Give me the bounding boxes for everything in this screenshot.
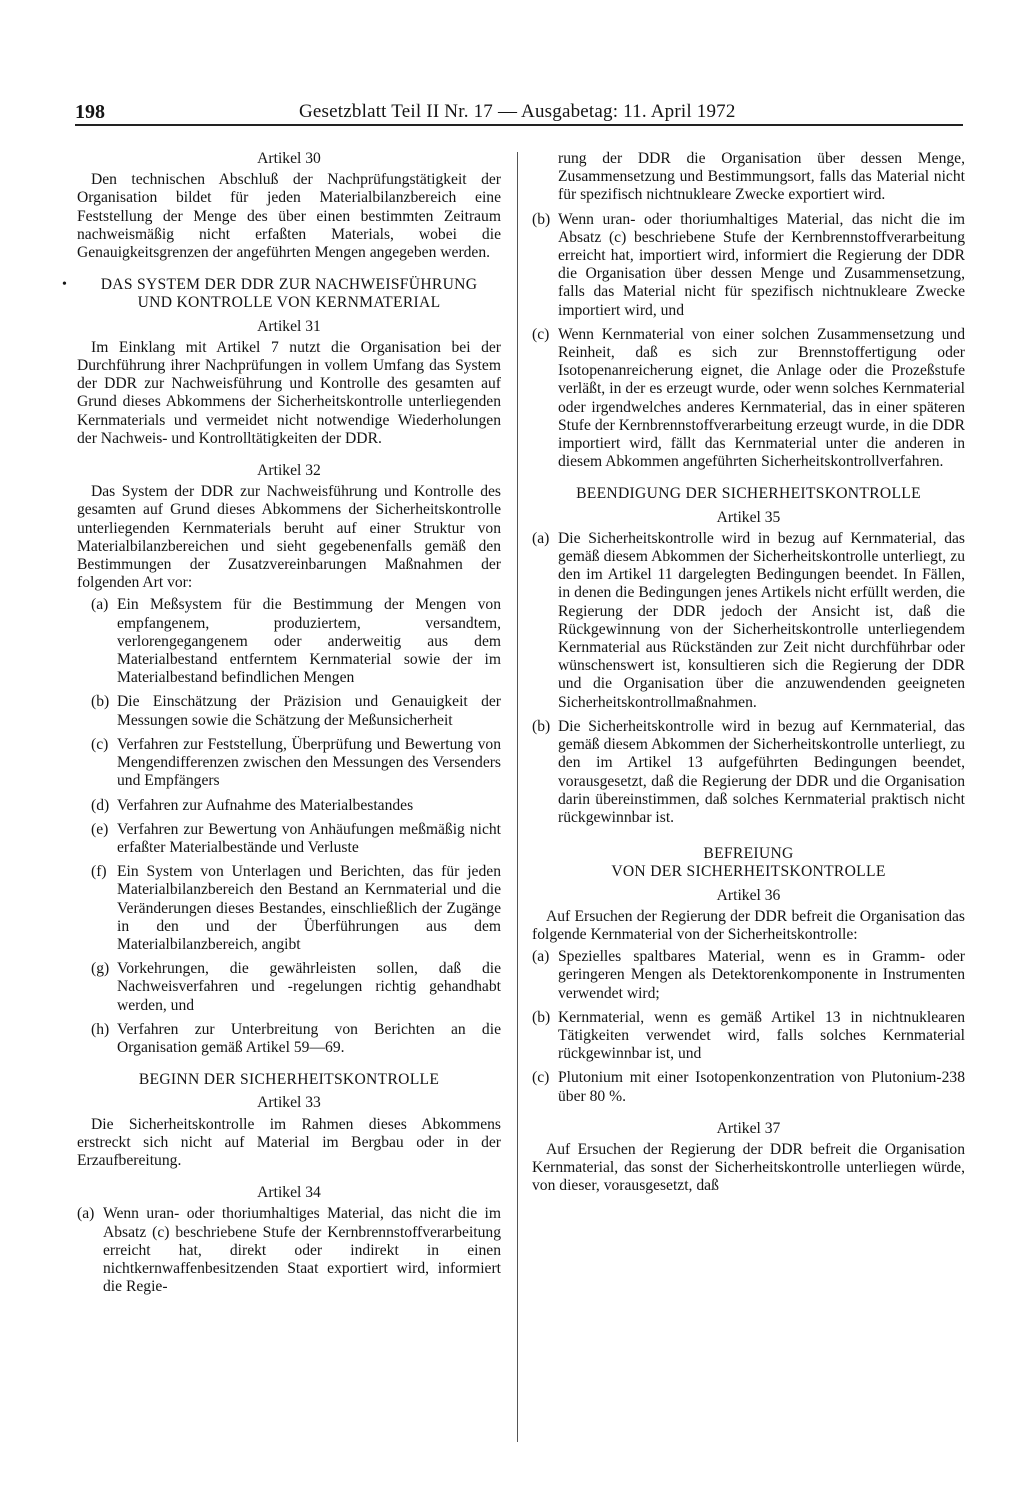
list-item <box>91 960 501 1015</box>
item-text: Verfahren zur Feststellung, Überprüfung und Bewertung von Mengendifferenzen zwischen den Messungen des Versenders und Empfängers <box>117 735 501 790</box>
item-label: (g) <box>91 960 110 978</box>
item-label: (a) <box>532 948 550 966</box>
list-item <box>532 1069 965 1105</box>
list-item <box>91 821 501 857</box>
list-item <box>532 1009 965 1064</box>
article-title: Artikel 32 <box>257 462 321 480</box>
list-item <box>532 718 965 827</box>
article-text: Die Sicherheitskontrolle im Rahmen dieses Abkommens erstreckt sich nicht auf Material im Bergbau oder in der Erzaufbereitung. <box>77 1115 501 1169</box>
item-text: Kernmaterial, wenn es gemäß Artikel 13 in nichtnuklearen Tätigkeiten verwendet wird, falls solches Kernmaterial rückgewinnbar ist, und <box>558 1008 965 1063</box>
article-title: Artikel 36 <box>716 886 781 904</box>
item-text: rung der DDR die Organisation über dessen Menge, Zusammensetzung und Bestimmungsort, falls das Material nicht für spezifisch nichtnukleare Zwecke exportiert wird. <box>558 150 965 204</box>
article-text: Auf Ersuchen der Regierung der DDR befreit die Organisation das folgende Kernmaterial von der Sicherheitskontrolle: <box>532 907 965 943</box>
list-item <box>91 596 501 687</box>
list-item <box>91 1021 501 1057</box>
item-text: Die Einschätzung der Präzision und Genauigkeit der Messungen sowie die Schätzung der Meßunsicherheit <box>117 693 501 729</box>
list-item <box>91 863 501 954</box>
item-text: Wenn uran- oder thoriumhaltiges Material, das nicht die im Absatz (c) beschriebene Stufe der Kernbrennstoffverarbeitung erreicht hat, direkt oder indirekt in einen nichtkernwaffenbesitzenden Staat exportiert wird, informiert die Regie- <box>103 1205 501 1296</box>
item-label: (a) <box>532 529 550 547</box>
right-column <box>532 150 965 1196</box>
section-heading-line: BEFREIUNG <box>703 845 794 863</box>
list-item <box>91 693 501 729</box>
list-item <box>91 797 501 815</box>
item-text: Ein System von Unterlagen und Berichten, das für jeden Materialbilanzbereich den Bestand an Kernmaterial und die Veränderungen dieses Bestandes, einschließlich der Zugänge in den und der Überführungen aus dem Materialbilanzbereich, angibt <box>117 863 501 953</box>
item-label: (b) <box>91 693 110 711</box>
item-text: Spezielles spaltbares Material, wenn es in Gramm- oder geringeren Mengen als Detektorenkomponente in Instrumenten verwendet wird; <box>558 948 965 1002</box>
section-heading-beginn: BEGINN DER SICHERHEITSKONTROLLE <box>138 1071 440 1089</box>
gazette-title: Gesetzblatt Teil II Nr. 17 — Ausgabetag: 11. April 1972 <box>299 101 736 122</box>
item-label: (e) <box>91 820 109 838</box>
section-heading-line: UND KONTROLLE VON KERNMATERIAL <box>137 294 441 312</box>
list-item <box>532 326 965 472</box>
item-label: (c) <box>532 1069 550 1087</box>
article-31 <box>77 318 501 448</box>
column-divider <box>517 152 518 1442</box>
item-text: Die Sicherheitskontrolle wird in bezug auf Kernmaterial, das gemäß diesem Abkommen der Sicherheitskontrolle unterliegt, zu den im Artikel 11 dargelegten Bedingungen beendet. In Fällen, in denen die Bedingungen jenes Artikels nicht erfüllt werden, die Regierung der DDR jedoch der Ansicht ist, daß die Rückgewinnung von der Sicherheitskontrolle unterliegendem Kernmaterial aus Rückständen zur Zeit nicht durchführbar oder wünschenswert ist, konsultieren sich die Regierung der DDR und die Organisation über die anzuwendenden geeigneten Sicherheitskontrollmaßnahmen. <box>558 529 965 711</box>
item-text: Verfahren zur Aufnahme des Materialbestandes <box>117 796 414 814</box>
section-heading-line: DAS SYSTEM DER DDR ZUR NACHWEISFÜHRUNG <box>100 276 478 294</box>
article-title: Artikel 37 <box>716 1119 781 1137</box>
item-text: Ein Meßsystem für die Bestimmung der Mengen von empfangenem, produziertem, versandtem, verlorengegangenem oder anderweitig aus dem Materialbestand entferntem Kernmaterial sowie der im Materialbestand befindlichen Mengen <box>117 596 501 687</box>
article-title: Artikel 34 <box>257 1184 321 1202</box>
item-label: (c) <box>532 325 550 343</box>
article-32-list <box>77 596 501 1057</box>
item-label: (h) <box>91 1020 110 1038</box>
article-text: Auf Ersuchen der Regierung der DDR befreit die Organisation Kernmaterial, das sonst der Sicherheitskontrolle unterliegen würde, von dieser, vorausgesetzt, daß <box>532 1140 965 1195</box>
article-30 <box>77 150 501 262</box>
list-item <box>91 736 501 791</box>
article-text: Das System der DDR zur Nachweisführung und Kontrolle des gesamten auf Grund dieses Abkommens der Sicherheitskontrolle unterliegenden Kernmaterials beruht auf einer Struktur von Materialbilanzbereichen und sieht gegebenenfalls gemäß den Bestimmungen der Zusatzvereinbarungen Maßnahmen der folgenden Art vor: <box>77 483 501 592</box>
left-column <box>62 150 501 1302</box>
article-title: Artikel 35 <box>716 508 781 526</box>
article-34-continued <box>532 150 965 471</box>
margin-mark: • <box>62 277 68 293</box>
article-title: Artikel 30 <box>257 150 321 167</box>
item-text: Vorkehrungen, die gewährleisten sollen, daß die Nachweisverfahren und -regelungen richtig gehandhabt werden, und <box>117 960 501 1014</box>
item-text: Verfahren zur Unterbreitung von Berichten an die Organisation gemäß Artikel 59—69. <box>117 1020 501 1056</box>
item-text: Plutonium mit einer Isotopenkonzentration von Plutonium-238 über 80 %. <box>558 1069 965 1105</box>
article-text: Den technischen Abschluß der Nachprüfungstätigkeit der Organisation bildet für jeden Materialbilanzbereich eine Feststellung der Menge des über einen bestimmten Zeitraum nachweismäßig nicht erfaßten Materials, wobei die Genauigkeitsgrenzen der angeführten Mengen angegeben werden. <box>77 171 501 262</box>
section-heading-beendigung: BEENDIGUNG DER SICHERHEITSKONTROLLE <box>576 485 921 503</box>
article-title: Artikel 33 <box>257 1094 321 1112</box>
article-title: Artikel 31 <box>257 317 321 335</box>
item-label: (b) <box>532 1008 551 1026</box>
list-item <box>532 948 965 1003</box>
list-item <box>532 211 965 320</box>
header-rule <box>75 124 963 126</box>
page-header <box>75 101 963 125</box>
article-36-list <box>532 948 965 1106</box>
list-item <box>532 530 965 712</box>
list-item <box>77 1205 501 1296</box>
section-heading-nachweisfuehrung <box>62 276 501 312</box>
section-heading-line: VON DER SICHERHEITSKONTROLLE <box>611 863 886 881</box>
item-label: (d) <box>91 796 110 814</box>
item-text: Wenn Kernmaterial von einer solchen Zusammensetzung und Reinheit, daß es sich zur Brennstoffertigung oder Isotopenanreicherung eignet, die Anlage oder die Prozeßstufe verläßt, in der es erzeugt wurde, oder wenn solches Kernmaterial oder irgendwelches anderes Kernmaterial, das in einer späteren Stufe der Kernbrennstoffverarbeitung erzeugt wurde, in die DDR importiert wird, fällt das Kernmaterial unter die anderen in diesem Abkommen angeführten Sicherheitskontrollverfahren. <box>558 325 965 471</box>
list-item-continued <box>532 150 965 205</box>
item-label: (b) <box>532 717 551 735</box>
item-text: Verfahren zur Bewertung von Anhäufungen meßmäßig nicht erfaßter Materialbestände und Verluste <box>117 820 501 856</box>
item-label: (b) <box>532 210 551 228</box>
article-32 <box>77 462 501 1057</box>
article-35 <box>532 509 965 827</box>
article-33 <box>77 1094 501 1170</box>
item-label: (f) <box>91 863 107 881</box>
item-label: (a) <box>91 596 109 614</box>
page-number: 198 <box>75 101 105 123</box>
item-label: (c) <box>91 735 109 753</box>
item-text: Die Sicherheitskontrolle wird in bezug auf Kernmaterial, das gemäß diesem Abkommen der Sicherheitskontrolle unterliegt, zu den im Artikel 13 aufgeführten Bedingungen beendet, vorausgesetzt, daß die Regierung der DDR und die Organisation darin übereinstimmen, daß solches Kernmaterial praktisch nicht rückgewinnbar ist. <box>558 717 965 826</box>
article-34 <box>77 1184 501 1296</box>
article-36 <box>532 887 965 1106</box>
item-text: Wenn uran- oder thoriumhaltiges Material, das nicht die im Absatz (c) beschriebene Stufe der Kernbrennstoffverarbeitung erreicht hat, importiert wird, informiert die Regierung der DDR die Organisation über dessen Menge und Zusammensetzung, falls das Material nicht für spezifisch nichtnukleare Zwecke importiert wird, und <box>558 210 965 319</box>
item-label: (a) <box>77 1205 95 1223</box>
item-label-spacer <box>532 150 558 205</box>
article-37 <box>532 1120 965 1196</box>
section-heading-befreiung <box>532 845 965 881</box>
article-text: Im Einklang mit Artikel 7 nutzt die Organisation bei der Durchführung ihrer Nachprüfungen in vollem Umfang das System der DDR zur Nachweisführung und Kontrolle des gesamten auf Grund dieses Abkommens der Sicherheitskontrolle unterliegenden Kernmaterials und vermeidet nicht notwendige Wiederholungen der Nachweis- und Kontrolltätigkeiten der DDR. <box>77 338 501 447</box>
